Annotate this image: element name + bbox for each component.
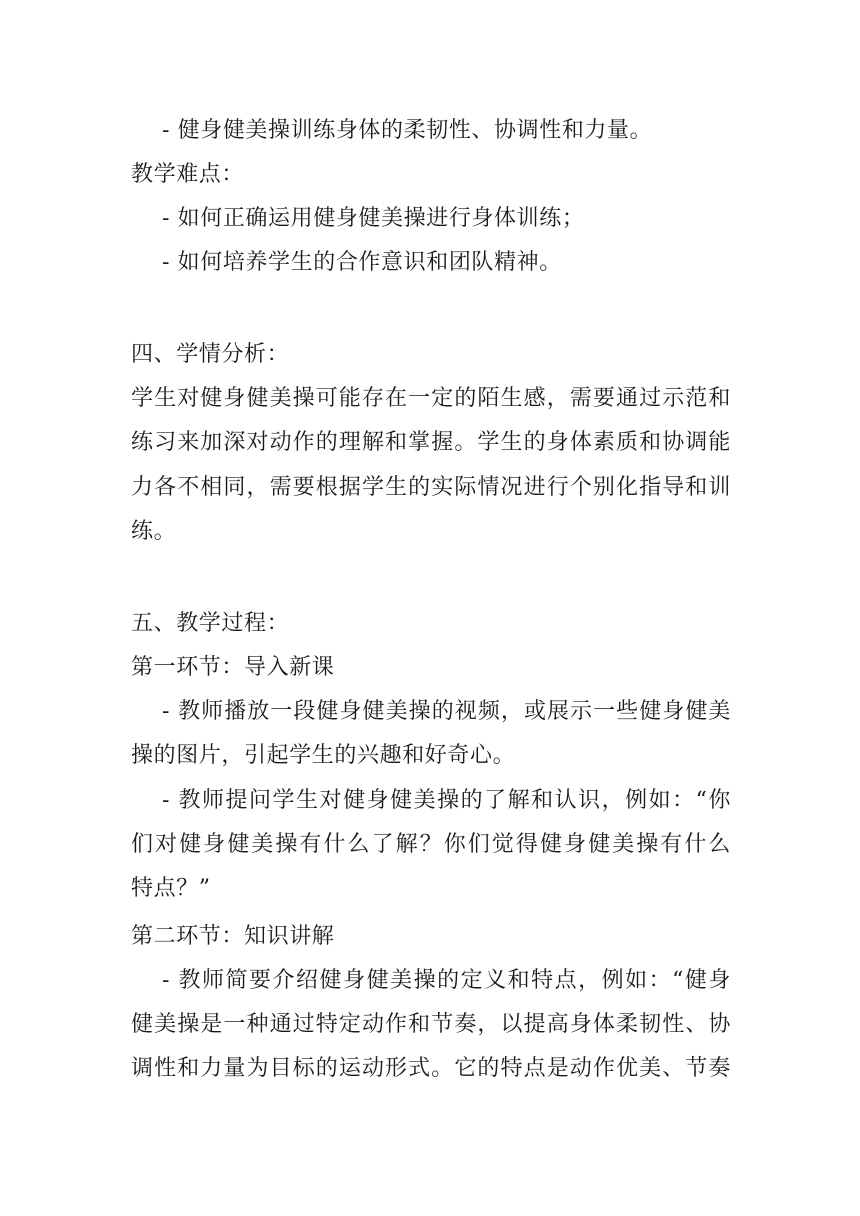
paragraph-line: 练习来加深对动作的理解和掌握。学生的身体素质和协调能 [131,430,731,455]
text-line: - 健身健美操训练身体的柔韧性、协调性和力量。 [162,118,653,143]
section-heading: 教学难点： [131,162,245,187]
paragraph-line: - 教师提问学生对健身健美操的了解和认识，例如：“你 [162,788,731,813]
paragraph-line: 特点？” [131,876,211,901]
paragraph-line: 练。 [131,519,177,544]
section-heading: 四、学情分析： [131,342,290,367]
paragraph-line: 健美操是一种通过特定动作和节奏，以提高身体柔韧性、协 [131,1012,731,1037]
paragraph-line: 操的图片，引起学生的兴趣和好奇心。 [131,743,516,768]
paragraph-line: - 教师播放一段健身健美操的视频，或展示一些健身健美 [162,699,731,724]
paragraph-line: 们对健身健美操有什么了解？你们觉得健身健美操有什么 [131,832,731,857]
subsection-heading: 第一环节：导入新课 [131,655,335,680]
paragraph-line: 学生对健身健美操可能存在一定的陌生感，需要通过示范和 [131,386,731,411]
section-heading: 五、教学过程： [131,611,290,636]
paragraph-line: 力各不相同，需要根据学生的实际情况进行个别化指导和训 [131,475,731,500]
text-line: - 如何培养学生的合作意识和团队精神。 [162,250,562,275]
subsection-heading: 第二环节：知识讲解 [131,924,335,949]
paragraph-line: 调性和力量为目标的运动形式。它的特点是动作优美、节奏 [131,1056,731,1081]
text-line: - 如何正确运用健身健美操进行身体训练； [162,206,585,231]
paragraph-line: - 教师简要介绍健身健美操的定义和特点，例如：“健身 [162,968,731,993]
